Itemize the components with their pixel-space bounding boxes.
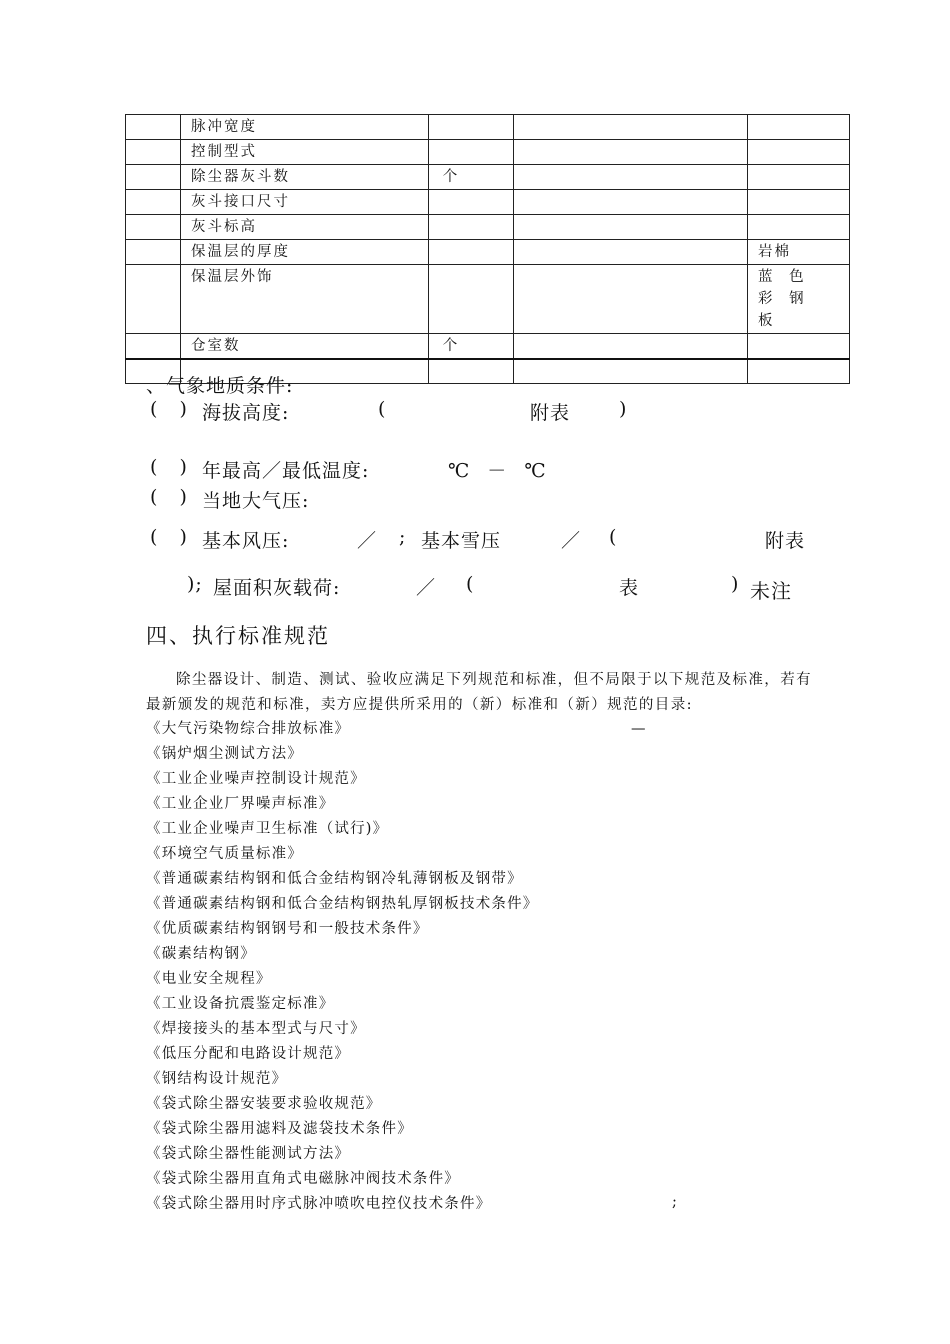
temperature-value: ℃ － ℃ — [448, 460, 547, 482]
list-item: 《工业设备抗震鉴定标准》 — [146, 996, 335, 1012]
ash-label: 屋面积灰载荷: — [213, 577, 341, 599]
ash-slash: ／ — [416, 577, 437, 599]
wind-open: ( — [609, 526, 618, 548]
list-item: 《工业企业噪声卫生标准（试行)》 — [146, 821, 389, 837]
row-label: 脉冲宽度 — [181, 115, 429, 140]
altitude-close: ) — [619, 398, 628, 420]
list-item: 《袋式除尘器性能测试方法》 — [146, 1146, 351, 1162]
section-intro: 除尘器设计、制造、测试、验收应满足下列规范和标准，但不局限于以下规范及标准，若有最新颁发的规范和标准，卖方应提供所采用的（新）标准和（新）规范的目录: — [146, 672, 812, 713]
list-item: 《电业安全规程》 — [146, 971, 272, 987]
ash-close2: ) — [731, 573, 740, 595]
row-note — [748, 190, 850, 215]
list-item: 《普通碳素结构钢和低合金结构钢冷轧薄钢板及钢带》 — [146, 871, 523, 887]
list-item: 《袋式除尘器安装要求验收规范》 — [146, 1096, 382, 1112]
temperature-label: 年最高／最低温度: — [202, 460, 370, 482]
list-item: 《碳素结构钢》 — [146, 946, 256, 962]
list-item: 《袋式除尘器用滤料及滤袋技术条件》 — [146, 1121, 413, 1137]
list-item: 《袋式除尘器用时序式脉冲喷吹电控仪技术条件》 — [146, 1196, 492, 1212]
list-item: 《环境空气质量标准》 — [146, 846, 303, 862]
altitude-label: 海拔高度: — [202, 402, 290, 424]
list-item: 《袋式除尘器用直角式电磁脉冲阀技术条件》 — [146, 1171, 460, 1187]
wind-sep: ; — [399, 526, 407, 548]
row-note: 蓝 色 彩 钢 板 — [748, 265, 850, 334]
table-row — [126, 190, 850, 215]
table-row — [126, 215, 850, 240]
wind-paren: ( ) — [150, 526, 188, 548]
dash-mark: — — [631, 721, 646, 737]
pressure-label: 当地大气压: — [202, 490, 310, 512]
row-label: 控制型式 — [181, 140, 429, 165]
row-note — [748, 215, 850, 240]
list-item: 《普通碳素结构钢和低合金结构钢热轧厚钢板技术条件》 — [146, 896, 539, 912]
table-row — [126, 165, 850, 190]
pressure-paren: ( ) — [150, 486, 188, 508]
row-unit — [429, 140, 514, 165]
section-title: 四、执行标准规范 — [146, 624, 330, 648]
table-row — [126, 265, 850, 334]
row-unit — [429, 215, 514, 240]
row-unit: 个 — [429, 165, 514, 190]
row-label: 灰斗接口尺寸 — [181, 190, 429, 215]
altitude-paren: ( ) — [150, 398, 188, 420]
row-unit: 个 — [429, 334, 514, 360]
row-label: 保温层外饰 — [181, 265, 429, 334]
list-item: 《低压分配和电路设计规范》 — [146, 1046, 351, 1062]
wind-ref: 附表 — [765, 530, 806, 552]
snow-slash: ／ — [561, 530, 582, 552]
list-item: 《锅炉烟尘测试方法》 — [146, 746, 303, 762]
list-item: 《工业企业噪声控制设计规范》 — [146, 771, 366, 787]
row-note: 岩棉 — [748, 240, 850, 265]
row-unit — [429, 115, 514, 140]
table-row — [126, 240, 850, 265]
altitude-ref: 附表 — [530, 402, 571, 424]
table-row — [126, 140, 850, 165]
row-note — [748, 334, 850, 360]
list-item: 《工业企业厂界噪声标准》 — [146, 796, 335, 812]
ash-close: ); — [187, 573, 203, 595]
row-label: 保温层的厚度 — [181, 240, 429, 265]
list-item: 《优质碳素结构钢钢号和一般技术条件》 — [146, 921, 429, 937]
wind-label: 基本风压: — [202, 530, 290, 552]
row-note — [748, 165, 850, 190]
row-unit — [429, 190, 514, 215]
row-label: 仓室数 — [181, 334, 429, 360]
row-note — [748, 115, 850, 140]
row-label: 除尘器灰斗数 — [181, 165, 429, 190]
list-item: 《焊接接头的基本型式与尺寸》 — [146, 1021, 366, 1037]
row-unit — [429, 265, 514, 334]
ash-open: ( — [466, 573, 475, 595]
ash-ref: 表 — [619, 577, 640, 599]
list-item: 《钢结构设计规范》 — [146, 1071, 288, 1087]
table-row — [126, 115, 850, 140]
row-unit — [429, 240, 514, 265]
snow-label: 基本雪压 — [421, 530, 502, 552]
list-item: 《大气污染物综合排放标准》 — [146, 721, 351, 737]
ash-note: 未注 — [750, 579, 792, 603]
standards-list — [146, 717, 539, 1217]
table-row — [126, 334, 850, 360]
wind-slash: ／ — [357, 530, 378, 552]
conditions-heading: 、气象地质条件: — [146, 375, 294, 397]
temperature-paren: ( ) — [150, 456, 188, 478]
spec-table — [125, 114, 850, 384]
row-note — [748, 140, 850, 165]
row-label: 灰斗标高 — [181, 215, 429, 240]
altitude-open: ( — [378, 398, 387, 420]
semicolon-mark: ; — [672, 1194, 677, 1210]
